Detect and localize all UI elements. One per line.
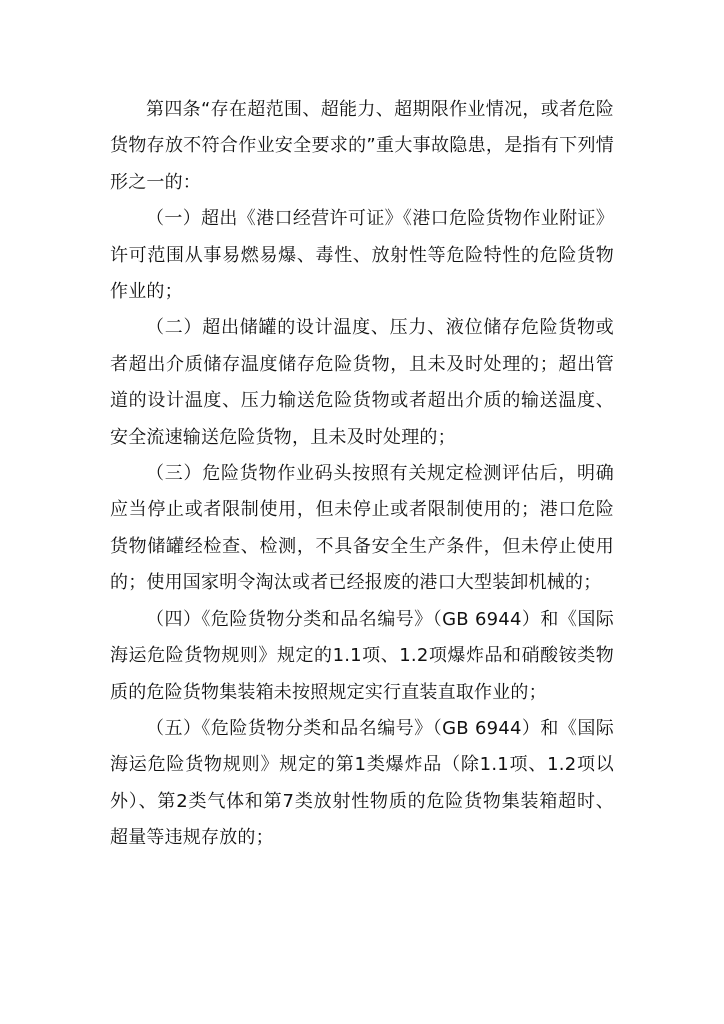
document-body: [110, 92, 614, 857]
item-5-paragraph: （五）《危险货物分类和品名编号》（GB 6944）和《国际海运危险货物规则》规定的第1类爆炸品（除1.1项、1.2项以外）、第2类气体和第7类放射性物质的危险货物集装箱超时、超量等违规存放的；: [110, 717, 614, 849]
item-3-paragraph: （三）危险货物作业码头按照有关规定检测评估后，明确应当停止或者限制使用，但未停止或者限制使用的；港口危险货物储罐经检查、检测，不具备安全生产条件，但未停止使用的；使用国家明令淘汰或者已经报废的港口大型装卸机械的；: [110, 463, 614, 594]
item-1-paragraph: （一）超出《港口经营许可证》《港口危险货物作业附证》许可范围从事易燃易爆、毒性、放射性等危险特性的危险货物作业的；: [110, 208, 614, 303]
item-2-paragraph: （二）超出储罐的设计温度、压力、液位储存危险货物或者超出介质储存温度储存危险货物，且未及时处理的；超出管道的设计温度、压力输送危险货物或者超出介质的输送温度、安全流速输送危险货物，且未及时处理的；: [110, 317, 614, 448]
item-4-paragraph: （四）《危险货物分类和品名编号》（GB 6944）和《国际海运危险货物规则》规定的1.1项、1.2项爆炸品和硝酸铵类物质的危险货物集装箱未按照规定实行直装直取作业的；: [110, 608, 614, 703]
article-4-intro-paragraph: 第四条“存在超范围、超能力、超期限作业情况，或者危险货物存放不符合作业安全要求的”重大事故隐患，是指有下列情形之一的：: [110, 99, 614, 193]
